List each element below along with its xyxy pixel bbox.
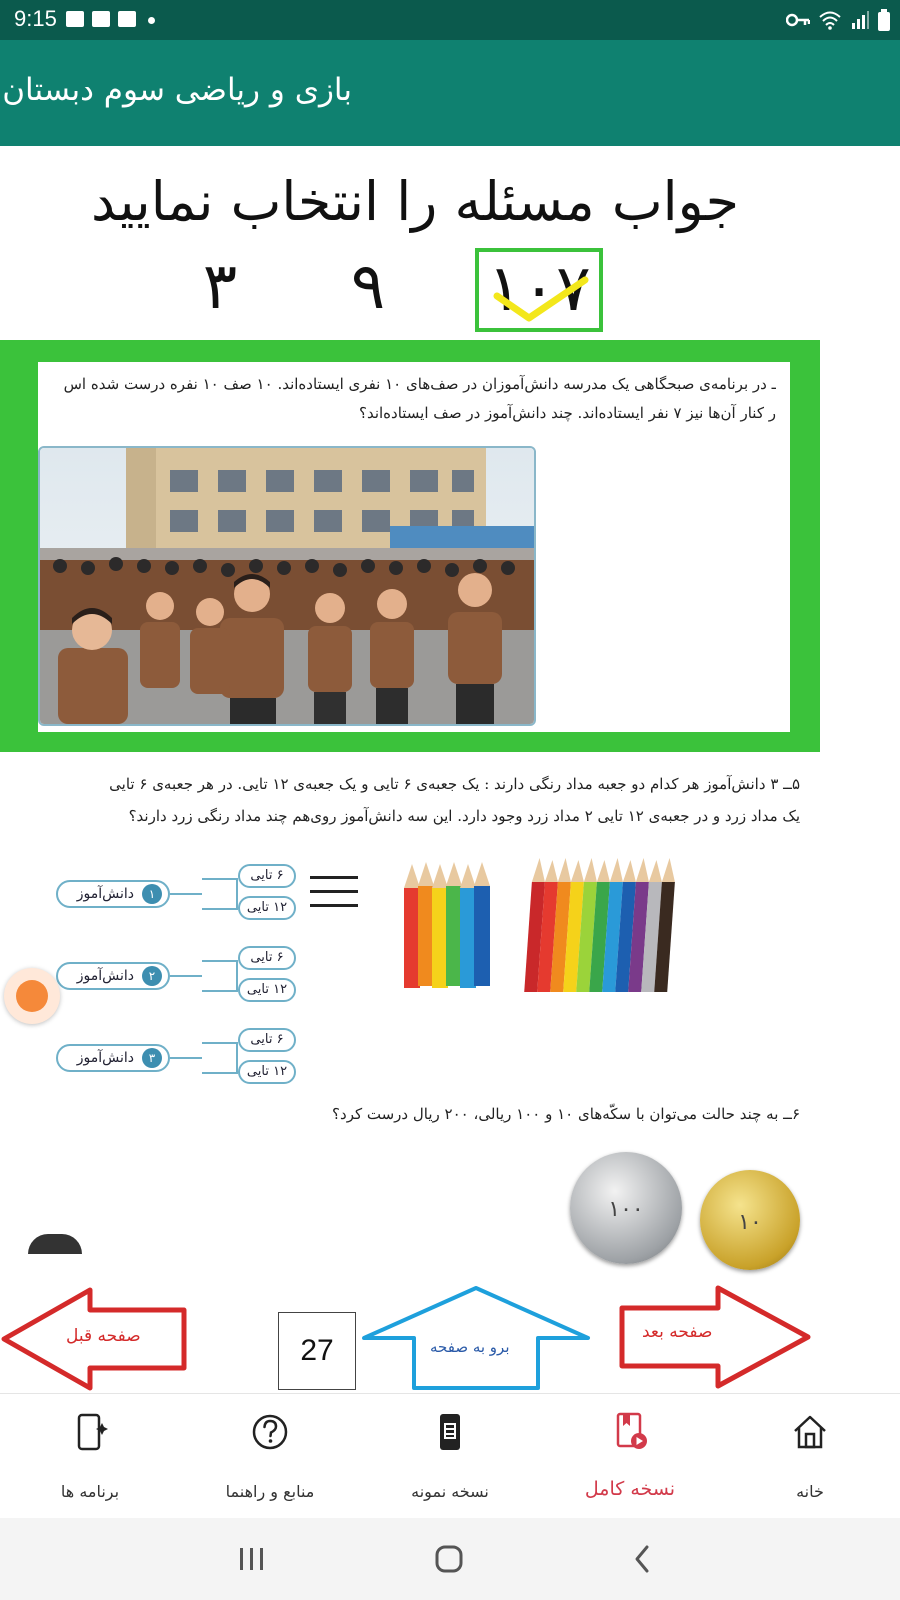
nav-label-home: خانه	[796, 1482, 824, 1501]
nav-label-apps: برنامه ها	[60, 1482, 120, 1501]
pencil-box-6-image	[400, 858, 492, 992]
student-pill	[56, 880, 170, 908]
connector-bracket	[202, 960, 238, 992]
answer-option-3-selected[interactable]	[475, 248, 603, 332]
student-number: ۳	[142, 1048, 162, 1068]
app-bar	[0, 40, 900, 146]
home-icon	[790, 1412, 830, 1452]
student-number: ۲	[142, 966, 162, 986]
box-12-pill: ۱۲ تایی	[238, 896, 296, 920]
box-6-pill: ۶ تایی	[238, 864, 296, 888]
q5-line-2: یک مداد زرد و در جعبه‌ی ۱۲ تایی ۲ مداد زرد وجود دارد. این سه دانش‌آموز روی‌هم چند مداد رنگی زرد دارند؟	[128, 807, 800, 825]
question-title: جواب مسئله را انتخاب نمایید	[91, 170, 739, 233]
battery-icon	[878, 9, 890, 31]
coin-100-image	[570, 1152, 682, 1264]
problem-text	[36, 370, 776, 428]
nav-item-apps[interactable]	[0, 1394, 180, 1519]
status-time: 9:15	[14, 6, 57, 31]
nav-item-help[interactable]	[180, 1394, 360, 1519]
signal-icon	[850, 10, 870, 30]
student-label: دانش‌آموز	[76, 1050, 134, 1066]
problem-text-line-1: ـ در برنامه‌ی صبحگاهی یک مدرسه دانش‌آموزان در صف‌های ۱۰ نفری ایستاده‌اند. ۱۰ صف ۱۰ نفره درست شده اس	[63, 375, 776, 393]
student-label: دانش‌آموز	[76, 968, 134, 984]
student-pill	[56, 962, 170, 990]
box-6-pill: ۶ تایی	[238, 946, 296, 970]
coin-100-label: ۱۰۰	[608, 1196, 644, 1222]
student-label: دانش‌آموز	[76, 886, 134, 902]
problem-card[interactable]	[38, 362, 790, 732]
answer-option-2[interactable]: ۹	[350, 250, 386, 324]
connector-bracket	[202, 1042, 238, 1074]
bottom-navigation	[0, 1393, 900, 1519]
prev-page-button[interactable]	[0, 1286, 188, 1392]
q5-line-1: ۵ــ ۳ دانش‌آموز هر کدام دو جعبه مداد رنگی دارند : یک جعبه‌ی ۶ تایی و یک جعبه‌ی ۱۲ تایی. در هر جعبه‌ی ۶ تایی	[109, 775, 800, 793]
box-12-pill: ۱۲ تایی	[238, 978, 296, 1002]
nav-label-sample: نسخه نمونه	[411, 1482, 489, 1501]
problem-text-line-2: ر کنار آن‌ها نیز ۷ نفر ایستاده‌اند. چند دانش‌آموز در صف ایستاده‌اند؟	[358, 404, 776, 422]
student-pill	[56, 1044, 170, 1072]
student-number: ۱	[142, 884, 162, 904]
box-12-pill: ۱۲ تایی	[238, 1060, 296, 1084]
recents-icon[interactable]	[238, 1546, 266, 1572]
connector-bracket	[202, 878, 238, 910]
image-icon	[66, 11, 84, 27]
answer-option-1[interactable]: ۳	[202, 250, 238, 324]
apps-phone-icon	[70, 1412, 110, 1452]
full-version-icon	[610, 1412, 650, 1452]
nav-item-sample[interactable]	[360, 1394, 540, 1519]
connector-line	[170, 893, 202, 895]
back-icon[interactable]	[632, 1544, 652, 1574]
sample-phone-icon	[430, 1412, 470, 1452]
connector-line	[170, 975, 202, 977]
box-6-pill: ۶ تایی	[238, 1028, 296, 1052]
home-button-icon[interactable]	[434, 1544, 464, 1574]
wifi-icon	[818, 10, 842, 30]
next-page-button[interactable]	[618, 1284, 812, 1390]
coin-10-label: ۱۰	[738, 1210, 762, 1235]
video-icon	[118, 11, 136, 27]
key-icon	[786, 13, 810, 27]
partial-image-fragment	[28, 1234, 82, 1254]
prev-page-label: صفحه قبل	[66, 1326, 141, 1346]
status-bar	[0, 0, 900, 40]
help-icon	[250, 1412, 290, 1452]
system-navigation-bar	[0, 1518, 900, 1600]
video-icon	[92, 11, 110, 27]
answer-line	[310, 904, 358, 907]
q5-text	[20, 768, 800, 832]
floating-dot-icon	[16, 980, 48, 1012]
dot-icon	[148, 17, 155, 24]
floating-assistant-button[interactable]	[4, 968, 60, 1024]
answer-option-3-label: ۱۰۷	[487, 252, 591, 326]
answer-line	[310, 876, 358, 879]
q6-text: ۶ــ به چند حالت می‌توان با سکّه‌های ۱۰ و ۱۰۰ ریالی، ۲۰۰ ریال درست کرد؟	[332, 1105, 800, 1123]
nav-item-full[interactable]	[540, 1394, 720, 1519]
checkmark-icon	[487, 268, 597, 328]
school-students-photo	[38, 446, 536, 726]
coin-10-image	[700, 1170, 800, 1270]
page-number-input[interactable]: 27	[278, 1312, 356, 1390]
nav-label-help: منابع و راهنما	[225, 1482, 315, 1501]
connector-line	[170, 1057, 202, 1059]
nav-item-home[interactable]	[720, 1394, 900, 1519]
goto-page-button[interactable]	[360, 1284, 592, 1392]
pencil-box-12-image	[520, 852, 686, 998]
answer-line	[310, 890, 358, 893]
next-page-label: صفحه بعد	[642, 1322, 713, 1342]
app-title: بازی و ریاضی سوم دبستان	[2, 72, 352, 108]
goto-page-label: برو به صفحه	[430, 1338, 510, 1356]
nav-label-full: نسخه کامل	[584, 1478, 676, 1500]
status-icons	[786, 8, 890, 32]
